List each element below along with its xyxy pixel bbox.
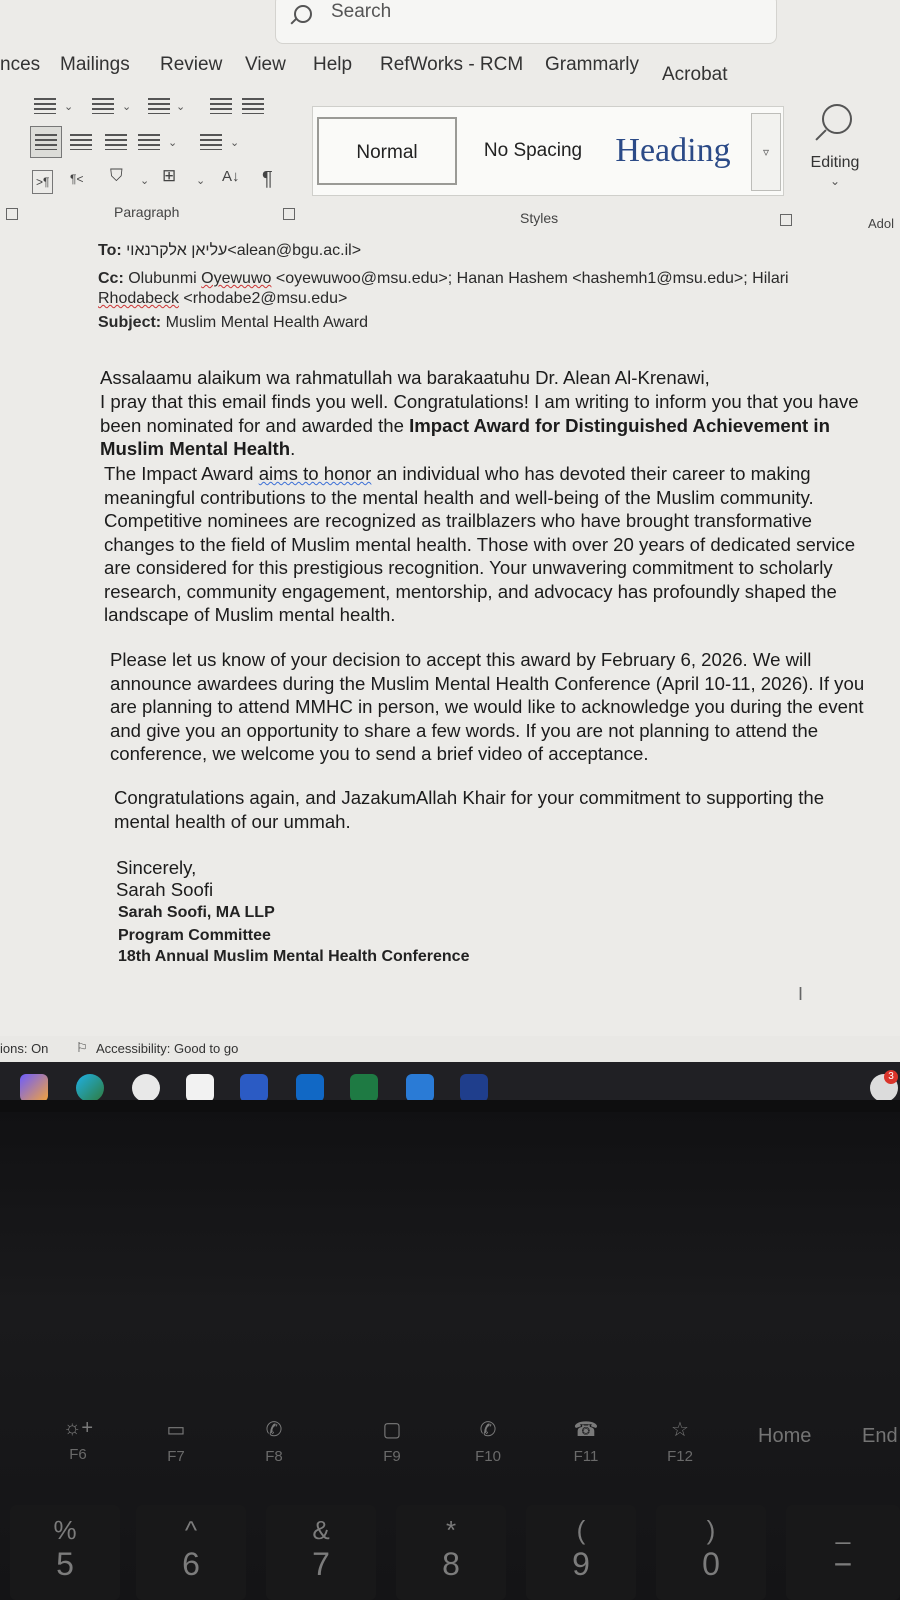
search-placeholder: Search [331, 1, 392, 22]
style-no-spacing[interactable]: No Spacing [483, 140, 583, 161]
cc-label: Cc: [98, 270, 124, 287]
line-spacing-icon[interactable] [200, 134, 222, 150]
tab-refworks[interactable]: RefWorks - RCM [380, 54, 524, 75]
key-f11: ☎ F11 [536, 1417, 636, 1487]
key-f7: ▭ F7 [126, 1417, 226, 1487]
taskbar [0, 1062, 900, 1100]
key-0: ) 0 [656, 1505, 766, 1600]
key-6: ^ 6 [136, 1505, 246, 1600]
store-icon[interactable] [186, 1074, 214, 1100]
increase-indent-icon[interactable] [242, 98, 264, 114]
copilot-icon[interactable] [20, 1074, 48, 1100]
award-name: Impact Award for Distinguished Achievement in Muslim Mental Health [100, 414, 830, 459]
edge-icon[interactable] [76, 1074, 104, 1100]
signature-name: Sarah Soofi, MA LLP [118, 904, 275, 921]
to-label: To: [98, 242, 122, 259]
cc-line-2 [98, 290, 347, 308]
style-heading[interactable]: Heading [615, 132, 731, 169]
decrease-indent-icon[interactable] [210, 98, 232, 114]
key-f12: ☆ F12 [630, 1417, 730, 1487]
styles-group-label: Styles [520, 210, 559, 226]
status-left: ions: On [0, 1041, 49, 1056]
signature-role: Program Committee [118, 927, 271, 944]
search-box[interactable] [275, 0, 777, 44]
grammar-flag: aims to honor [258, 463, 372, 484]
ltr-icon[interactable]: >¶ [32, 170, 53, 194]
chevron-down-icon[interactable]: ⌄ [196, 175, 206, 187]
signature-conference: 18th Annual Muslim Mental Health Conference [118, 948, 470, 965]
align-right-icon[interactable] [105, 134, 127, 150]
subject-line [98, 314, 368, 332]
webex-icon[interactable] [460, 1074, 488, 1100]
key-f8: ✆ F8 [224, 1417, 324, 1487]
styles-more-icon[interactable]: ▿ [751, 113, 781, 191]
align-center-icon[interactable] [70, 134, 92, 150]
star-icon: ☆ [671, 1419, 689, 1441]
chevron-down-icon[interactable]: ⌄ [140, 175, 150, 187]
word-icon[interactable] [240, 1074, 268, 1100]
status-bar [0, 1036, 900, 1062]
ribbon-tabs [0, 52, 900, 92]
key-8: * 8 [396, 1505, 506, 1600]
message-icon: ▢ [382, 1419, 402, 1441]
borders-icon[interactable]: ⊞ [162, 166, 177, 185]
call-icon: ✆ [479, 1419, 497, 1441]
chevron-down-icon: ⌄ [829, 174, 841, 188]
adobe-group-label: Adol [868, 216, 895, 231]
teamviewer-icon[interactable] [132, 1074, 160, 1100]
cc-text: Olubunmi [128, 270, 202, 287]
hang-up-icon: ☎ [573, 1419, 599, 1441]
cc-line [98, 270, 789, 288]
bullets-icon[interactable] [34, 98, 56, 114]
tab-acrobat[interactable]: Acrobat [662, 64, 728, 85]
accessibility-icon[interactable]: ⚐ [76, 1040, 88, 1055]
styles-launcher-icon[interactable] [780, 214, 792, 226]
cc-text-rest: <oyewuwoo@msu.edu>; Hanan Hashem <hashemh1@msu.edu>; Hilari [271, 270, 789, 287]
excel-icon[interactable] [350, 1074, 378, 1100]
greeting: Assalaamu alaikum wa rahmatullah wa barakaatuhu Dr. Alean Al-Krenawi, [100, 367, 710, 388]
closing: Sincerely, [116, 857, 197, 878]
style-normal[interactable]: Normal [317, 117, 457, 185]
tab-grammarly[interactable]: Grammarly [545, 54, 639, 75]
justify-icon[interactable] [138, 134, 160, 150]
accessibility-status[interactable]: Accessibility: Good to go [96, 1041, 239, 1056]
shading-icon[interactable]: ⛉ [110, 166, 123, 185]
notification-badge: 3 [884, 1070, 898, 1084]
tab-references[interactable]: nces [0, 54, 41, 75]
cc-text-2: <rhodabe2@msu.edu> [178, 290, 348, 307]
key-home: Home [758, 1425, 812, 1447]
paragraph-group-label: Paragraph [114, 204, 180, 220]
paragraph-launcher-icon[interactable] [283, 208, 295, 220]
chevron-down-icon[interactable]: ⌄ [168, 137, 178, 149]
sort-icon[interactable]: A↓ [222, 168, 240, 185]
display-icon: ▭ [166, 1419, 186, 1441]
key-f10: ✆ F10 [438, 1417, 538, 1487]
subject-label: Subject: [98, 314, 162, 331]
numbering-icon[interactable] [92, 98, 114, 114]
paragraph-1: I pray that this email finds you well. Congratulations! I am writing to inform you that you have been nominated for and awarded the Impact Award for Distinguished Achievement in Muslim Mental Health. [100, 391, 859, 459]
multilevel-list-icon[interactable] [148, 98, 170, 114]
key-5: % 5 [10, 1505, 120, 1600]
key-end: End [862, 1425, 898, 1447]
subject-value: Muslim Mental Health Award [165, 314, 369, 331]
key-9: ( 9 [526, 1505, 636, 1600]
chevron-down-icon[interactable]: ⌄ [64, 101, 74, 113]
ribbon [0, 88, 900, 233]
chevron-down-icon[interactable]: ⌄ [122, 101, 132, 113]
document-body[interactable] [0, 232, 900, 1032]
brightness-icon: ☼+ [62, 1417, 93, 1439]
key-f9: ▢ F9 [342, 1417, 442, 1487]
tab-help[interactable]: Help [313, 54, 353, 75]
tab-view[interactable]: View [245, 54, 286, 75]
tab-mailings[interactable]: Mailings [60, 54, 130, 75]
cc-name-flagged: Oyewuwo [201, 270, 272, 287]
find-icon [822, 104, 852, 134]
paragraph-4: Congratulations again, and JazakumAllah Khair for your commitment to supporting the mental health of our ummah. [114, 787, 825, 832]
remote-desktop-icon[interactable] [406, 1074, 434, 1100]
closing-name: Sarah Soofi [116, 879, 214, 900]
key-f6: ☼+ F6 [28, 1417, 128, 1487]
chevron-down-icon[interactable]: ⌄ [230, 137, 240, 149]
key-minus: _ − [786, 1505, 900, 1600]
cc-name-flagged-2: Rhodabeck [98, 290, 179, 307]
styles-gallery [312, 106, 784, 196]
rtl-icon[interactable]: ¶< [70, 172, 84, 186]
align-left-button[interactable] [30, 126, 62, 158]
to-line [98, 242, 361, 260]
chevron-down-icon[interactable]: ⌄ [176, 101, 186, 113]
search-icon [294, 5, 312, 23]
editing-button[interactable] [800, 98, 870, 198]
airplane-mode-icon: ✆ [265, 1419, 283, 1441]
editing-label: Editing [810, 154, 860, 171]
paragraph-2: The Impact Award aims to honor an individual who has devoted their career to making meaningful contributions to the mental health and well-being of the Muslim community. Competitive nominees are recognized as trailblazers who have brought transformative changes to the field of Muslim mental health. Those with over 20 years of dedicated service are considered for this prestigious recognition. Your unwavering commitment to scholarly research, community engagement, mentorship, and advocacy has profoundly shaped the landscape of Muslim mental health. [104, 463, 856, 625]
tab-review[interactable]: Review [160, 54, 223, 75]
show-marks-icon[interactable]: ¶ [262, 168, 273, 190]
outlook-icon[interactable] [296, 1074, 324, 1100]
font-launcher-icon[interactable] [6, 208, 18, 220]
to-value: עליאן אלקרנאוי<alean@bgu.ac.il> [126, 242, 362, 259]
text-cursor-icon: I [798, 984, 804, 1004]
key-7: & 7 [266, 1505, 376, 1600]
paragraph-3: Please let us know of your decision to accept this award by February 6, 2026. We will announce awardees during the Muslim Mental Health Conference (April 10-11, 2026). If you are planning to attend MMHC in person, we would like to acknowledge you during the event and give you an opportunity to share a few words. If you are not planning to attend the conference, we welcome you to send a brief video of acceptance. [110, 649, 865, 764]
